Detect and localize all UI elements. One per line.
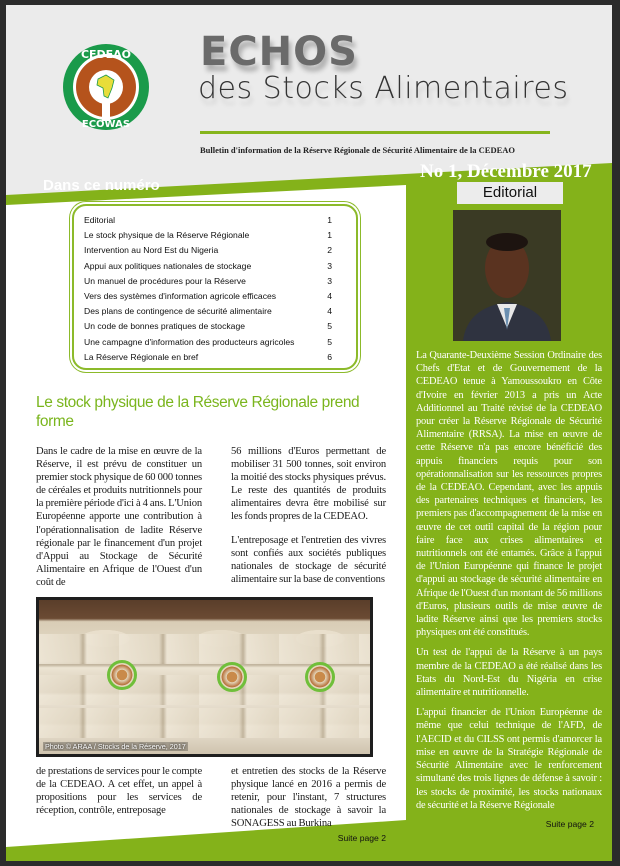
toc-item-label: Le stock physique de la Réserve Régionale [84, 230, 250, 241]
toc-item[interactable] [84, 230, 332, 241]
toc-item-label: Vers des systèmes d'information agricole efficaces [84, 291, 277, 301]
toc-item-page: 4 [327, 291, 332, 301]
article-column-1-cont [36, 765, 202, 830]
grain-sacks-photo [36, 597, 373, 757]
toc-item[interactable] [84, 352, 332, 363]
masthead-subtitle: des Stocks Alimentaires [198, 71, 569, 106]
editorial-paragraph: L'appui financier de l'Union Européenne de même que celui technique de l'AFD, de l'AECID et du CILSS ont permis d'amorcer la mise en œuvre de la Stratégie Régionale de Sécurité Alimentaire avec le renforcement simultané des trois lignes de défense à savoir : les stocks de proximité, les stocks nationaux de sécurité et la Réserve Régionale [416, 707, 602, 811]
article-paragraph: 56 millions d'Euros permettant de mobiliser 31 500 tonnes, soit environ la moitié des stocks physiques prévus. Le reste des quantités de produits alimentaires devra être mobilisé sur les fonds propres de la CEDEAO. [231, 446, 386, 523]
newsletter-page [6, 5, 612, 861]
toc-item[interactable] [84, 291, 332, 302]
toc-item-label: Des plans de contingence de sécurité alimentaire [84, 306, 272, 317]
article [36, 393, 386, 843]
table-of-contents [72, 204, 358, 370]
editorial-paragraph: Un test de l'appui de la Réserve à un pays membre de la CEDEAO a été réalisé dans les Etats du Nord-Est du Nigéria en crise alimentaire et nutritionnelle. [416, 647, 602, 699]
photo-credit: Photo © ARAA / Stocks de la Réserve, 2017 [45, 742, 186, 752]
editorial-label: Editorial [457, 182, 563, 204]
article-paragraph: et entretien des stocks de la Réserve physique lancé en 2016 a permis de retenir, pour l'instant, 7 structures nationales de stockage à savoir la SONAGESS au Burkina [231, 766, 386, 830]
article-columns-top [36, 445, 386, 589]
article-continued-link[interactable]: Suite page 2 [337, 832, 386, 843]
toc-item-page: 4 [327, 306, 332, 317]
masthead-title: ECHOS [200, 29, 358, 75]
toc-item-page: 5 [327, 336, 332, 347]
toc-item-label: Une campagne d'information des producteurs agricoles [84, 336, 295, 347]
article-paragraph: Dans le cadre de la mise en œuvre de la Réserve, il est prévu de constituer un premier stock physique de 60 000 tonnes de céréales et produits nutritionnels pour la première période d'ici à 4 ans. L'Union Européenne apporte une contribution à l'opérationnalisation de ladite Réserve régionale par le financement d'un projet d'Appui au Stockage de Sécurité Alimentaire en Afrique de l'Ouest d'un coût de [36, 446, 202, 588]
article-column-2 [231, 445, 386, 589]
toc-item[interactable] [84, 321, 332, 332]
editorial-text [416, 349, 602, 812]
toc-item-page: 3 [327, 275, 332, 286]
author-portrait [453, 210, 561, 341]
editorial-column [416, 349, 602, 829]
toc-item-label: Appui aux politiques nationales de stockage [84, 260, 252, 271]
svg-text:CEDEAO: CEDEAO [80, 48, 132, 61]
toc-item[interactable] [84, 215, 332, 226]
toc-title: Dans ce numéro [43, 177, 160, 194]
toc-item-label: La Réserve Régionale en bref [84, 351, 199, 362]
editorial-continued-link[interactable]: Suite page 2 [545, 818, 594, 829]
article-paragraph: de prestations de services pour le compte de la CEDEAO. A cet effet, un appel à propositions pour les services de réception, contrôle, entreposage [36, 766, 202, 817]
article-title: Le stock physique de la Réserve Régionale prend forme [36, 394, 360, 430]
article-column-2-cont [231, 765, 386, 830]
article-column-1 [36, 445, 202, 589]
toc-item[interactable] [84, 306, 332, 317]
toc-item-page: 6 [327, 351, 332, 362]
toc-item-page: 5 [327, 321, 332, 332]
toc-item-label: Un code de bonnes pratiques de stockage [84, 321, 246, 332]
toc-item[interactable] [84, 337, 332, 348]
issue-number: No 1, Décembre 2017 [420, 161, 592, 182]
toc-item-label: Un manuel de procédures pour la Réserve [84, 275, 246, 286]
toc-item-page: 2 [327, 245, 332, 256]
toc-item-label: Intervention au Nord Est du Nigeria [84, 245, 219, 256]
toc-item[interactable] [84, 245, 332, 256]
toc-item-page: 1 [327, 215, 332, 225]
toc-item-label: Editorial [84, 215, 116, 225]
article-columns-bottom [36, 765, 386, 830]
article-paragraph: L'entreposage et l'entretien des vivres sont confiés aux sociétés publiques nationales de stockage de sécurité alimentaire sur la base de conventions [231, 534, 386, 585]
bulletin-tagline: Bulletin d'information de la Réserve Régionale de Sécurité Alimentaire de la CEDEAO [200, 145, 516, 155]
toc-item[interactable] [84, 261, 332, 272]
masthead-rule [200, 131, 550, 134]
svg-text:ECOWAS: ECOWAS [81, 119, 131, 130]
toc-item[interactable] [84, 276, 332, 287]
cedeao-logo [62, 41, 150, 133]
toc-item-page: 3 [327, 260, 332, 271]
editorial-paragraph: La Quarante-Deuxième Session Ordinaire des Chefs d'Etat et de Gouvernement de la CEDEAO tenue à Yamoussoukro en Côte d'Ivoire en février 2013 a pris un Acte Additionnel au Traité révisé de la CEDEAO pour créer la Réserve Régionale de Sécurité Alimentaire (RRSA). La mise en œuvre de cette Réserve n'a pas encore bénéficié des appuis financiers requis pour son opérationnalisation sur les ressources propres de la CEDEAO. Cependant, avec les appuis des partenaires techniques et financiers, les premiers pas d'accompagnement de la mise en œuvre de cet outil capital de la région pour faire face aux crises alimentaires et nutritionnels ont été entamés. Grâce à l'appui de l'Union Européenne qui finance le projet d'appui au stockage de sécurité alimentaire en Afrique de l'Ouest d'un montant de 56 millions d'Euros, plusieurs outils de mise œuvre de ladite Réserve ainsi que les premiers stocks physiques ont été constitués. [416, 350, 602, 639]
toc-item-page: 1 [327, 230, 332, 241]
